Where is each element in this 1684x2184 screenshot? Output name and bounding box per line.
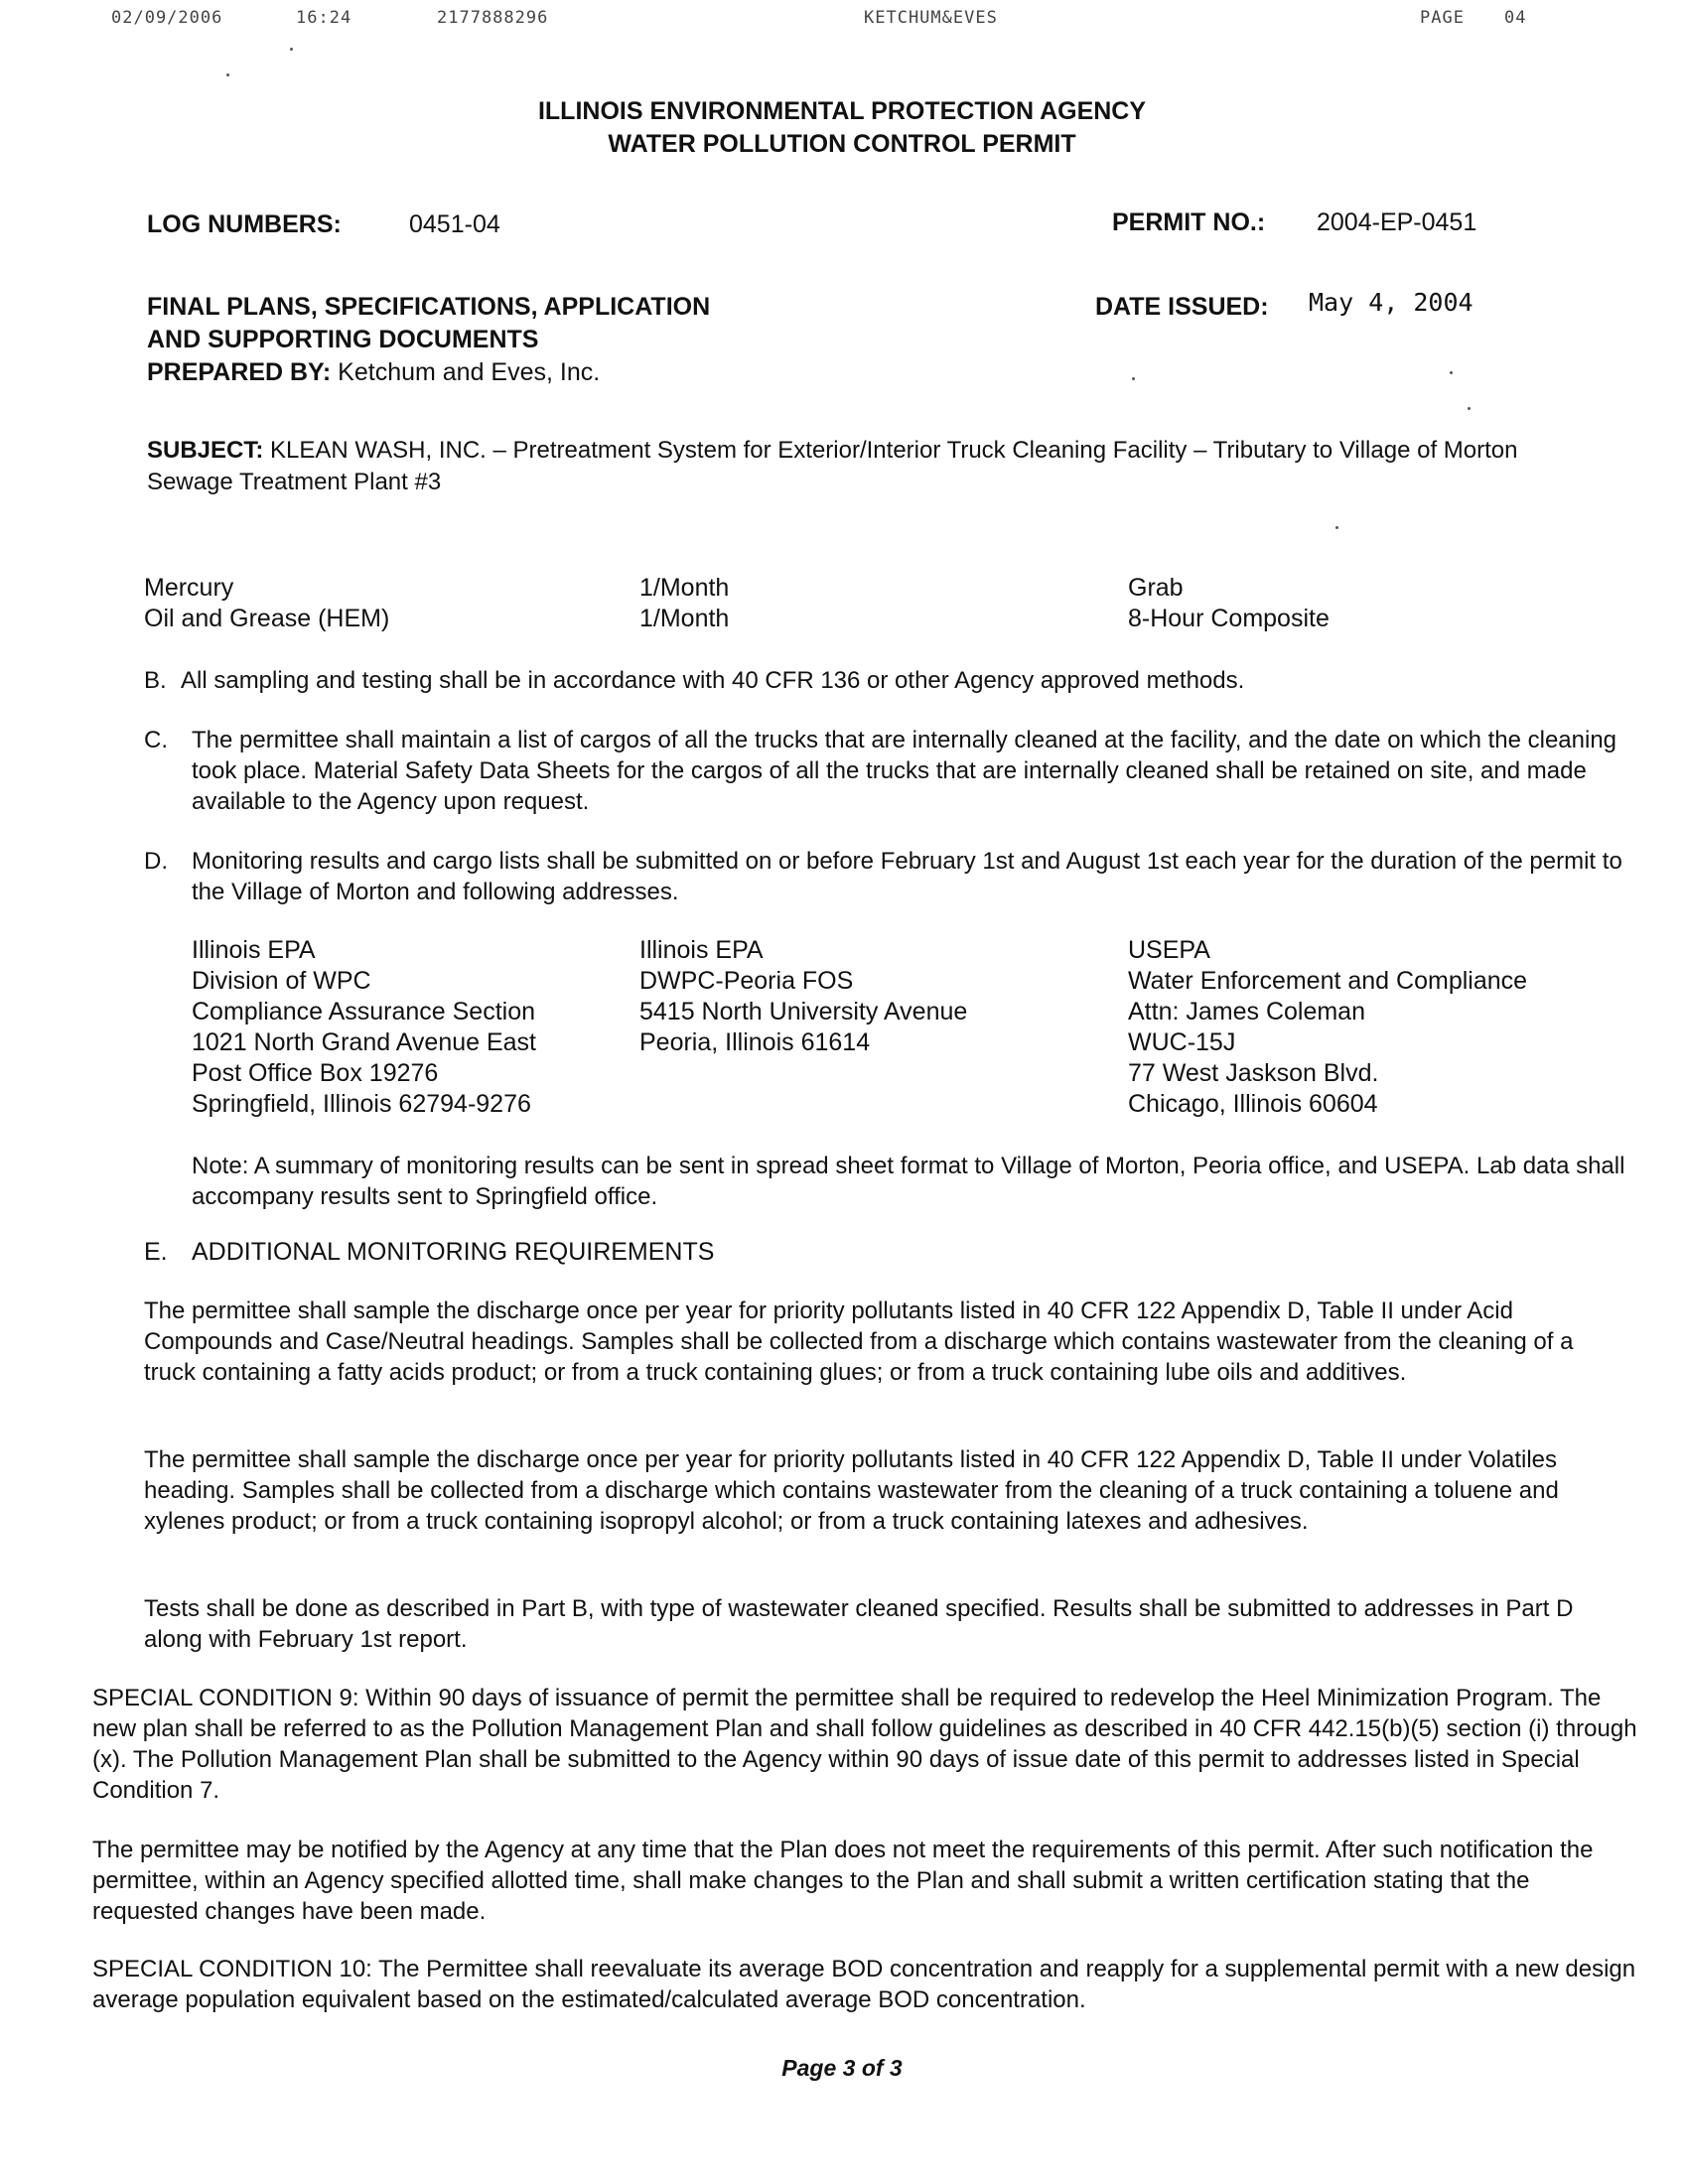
special-condition-9-followup: The permittee may be notified by the Agency at any time that the Plan does not meet the requirements of this permit. After such notification the permittee, within an Agency specified allotted time, shall make changes to the Plan and shall submit a written certification stating that the requested changes have been made. xyxy=(92,1837,1594,1925)
frequency-cell: 1/Month xyxy=(639,574,730,602)
item-d-letter: D. xyxy=(144,848,168,875)
prepared-by-label: PREPARED BY: xyxy=(147,358,332,386)
scan-speck xyxy=(226,73,229,76)
address-line: Compliance Assurance Section xyxy=(192,998,536,1025)
address-block-peoria xyxy=(639,935,967,1058)
plans-heading-line2: AND SUPPORTING DOCUMENTS xyxy=(147,326,539,353)
scan-speck xyxy=(290,48,293,51)
scan-speck xyxy=(1450,371,1453,374)
address-block-springfield xyxy=(192,935,536,1120)
scan-speck xyxy=(1132,377,1135,380)
permit-no-label: PERMIT NO.: xyxy=(1112,208,1266,236)
address-line: DWPC-Peoria FOS xyxy=(639,967,854,995)
fax-page-number: 04 xyxy=(1504,8,1527,28)
item-c-text: The permittee shall maintain a list of cargos of all the trucks that are internally cleaned at the facility, and the date on which the cleaning took place. Material Safety Data Sheets for the cargos of all the trucks that are internally cleaned shall be retained on site, and made available to the Agency upon request. xyxy=(192,727,1617,815)
address-line: 77 West Jaskson Blvd. xyxy=(1128,1059,1379,1087)
sample-type-cell: 8-Hour Composite xyxy=(1128,605,1330,632)
scan-speck xyxy=(1468,407,1471,410)
special-condition-9: SPECIAL CONDITION 9: Within 90 days of issuance of permit the permittee shall be required to redevelop the Heel Minimization Program. The new plan shall be referred to as the Pollution Management Plan and shall follow guidelines as described in 40 CFR 442.15(b)(5) section (i) through (x). The Pollution Management Plan shall be submitted to the Agency within 90 days of issue date of this permit to addresses listed in Special Condition 7. xyxy=(92,1685,1637,1804)
page-footer: Page 3 of 3 xyxy=(781,2055,903,2081)
fax-phone: 2177888296 xyxy=(437,8,549,28)
subject xyxy=(147,435,1537,498)
frequency-cell: 1/Month xyxy=(639,605,730,632)
address-block-usepa xyxy=(1128,935,1527,1120)
address-line: USEPA xyxy=(1128,936,1210,964)
fax-date: 02/09/2006 xyxy=(111,8,223,28)
e-paragraph-1: The permittee shall sample the discharge once per year for priority pollutants listed in 40 CFR 122 Appendix D, Table II under Acid Compounds and Case/Neutral headings. Samples shall be collected from a discharge which contains wastewater from the cleaning of a truck containing a fatty acids product; or from a truck containing glues; or from a truck containing lube oils and additives. xyxy=(144,1297,1574,1386)
address-line: Attn: James Coleman xyxy=(1128,998,1365,1025)
agency-title: ILLINOIS ENVIRONMENTAL PROTECTION AGENCY xyxy=(537,97,1147,125)
address-line: Water Enforcement and Compliance xyxy=(1128,967,1528,995)
prepared-by xyxy=(147,358,600,387)
sample-type-cell: Grab xyxy=(1128,574,1184,602)
plans-heading-line1: FINAL PLANS, SPECIFICATIONS, APPLICATION xyxy=(147,293,711,321)
address-line: Chicago, Illinois 60604 xyxy=(1128,1090,1378,1118)
log-numbers-value: 0451-04 xyxy=(409,210,500,238)
subject-text: KLEAN WASH, INC. – Pretreatment System for Exterior/Interior Truck Cleaning Facility – Tributary to Village of Morton Sewage Treatment Plant #3 xyxy=(147,437,1518,495)
monitoring-note: Note: A summary of monitoring results can be sent in spread sheet format to Village of Morton, Peoria office, and USEPA. Lab data shall accompany results sent to Springfield office. xyxy=(192,1153,1625,1210)
item-c-letter: C. xyxy=(144,727,168,753)
subject-label: SUBJECT: xyxy=(147,437,264,464)
fax-page-label: PAGE xyxy=(1420,8,1465,28)
item-b-text: All sampling and testing shall be in accordance with 40 CFR 136 or other Agency approved methods. xyxy=(181,667,1245,694)
address-line: Division of WPC xyxy=(192,967,371,995)
parameter-cell: Oil and Grease (HEM) xyxy=(144,605,390,632)
address-line: 1021 North Grand Avenue East xyxy=(192,1028,536,1056)
item-d-text: Monitoring results and cargo lists shall be submitted on or before February 1st and August 1st each year for the duration of the permit to the Village of Morton and following addresses. xyxy=(192,848,1622,905)
e-paragraph-3: Tests shall be done as described in Part B, with type of wastewater cleaned specified. Results shall be submitted to addresses in Part D along with February 1st report. xyxy=(144,1595,1574,1653)
date-issued-label: DATE ISSUED: xyxy=(1095,293,1269,321)
parameter-cell: Mercury xyxy=(144,574,234,602)
address-line: Springfield, Illinois 62794-9276 xyxy=(192,1090,531,1118)
item-e-heading: ADDITIONAL MONITORING REQUIREMENTS xyxy=(192,1238,715,1266)
e-paragraph-2: The permittee shall sample the discharge once per year for priority pollutants listed in 40 CFR 122 Appendix D, Table II under Volatiles heading. Samples shall be collected from a discharge which contains wastewater from the cleaning of a truck containing a toluene and xylenes product; or from a truck containing isopropyl alcohol; or from a truck containing latexes and adhesives. xyxy=(144,1446,1559,1535)
item-b-letter: B. xyxy=(144,667,167,694)
item-e-letter: E. xyxy=(144,1238,168,1266)
log-numbers-label: LOG NUMBERS: xyxy=(147,210,342,238)
fax-time: 16:24 xyxy=(296,8,352,28)
permit-no-value: 2004-EP-0451 xyxy=(1317,208,1477,236)
date-issued-value: May 4, 2004 xyxy=(1309,288,1474,317)
permit-type-title: WATER POLLUTION CONTROL PERMIT xyxy=(608,130,1076,158)
special-condition-10: SPECIAL CONDITION 10: The Permittee shall reevaluate its average BOD concentration and reapply for a supplemental permit with a new design average population equivalent based on the estimated/calculated average BOD concentration. xyxy=(92,1956,1636,2013)
scan-speck xyxy=(1335,526,1338,529)
prepared-by-value: Ketchum and Eves, Inc. xyxy=(338,358,601,386)
address-line: WUC-15J xyxy=(1128,1028,1236,1056)
address-line: Illinois EPA xyxy=(639,936,764,964)
fax-sender: KETCHUM&EVES xyxy=(864,8,998,28)
address-line: Illinois EPA xyxy=(192,936,316,964)
address-line: Post Office Box 19276 xyxy=(192,1059,439,1087)
address-line: Peoria, Illinois 61614 xyxy=(639,1028,871,1056)
address-line: 5415 North University Avenue xyxy=(639,998,968,1025)
